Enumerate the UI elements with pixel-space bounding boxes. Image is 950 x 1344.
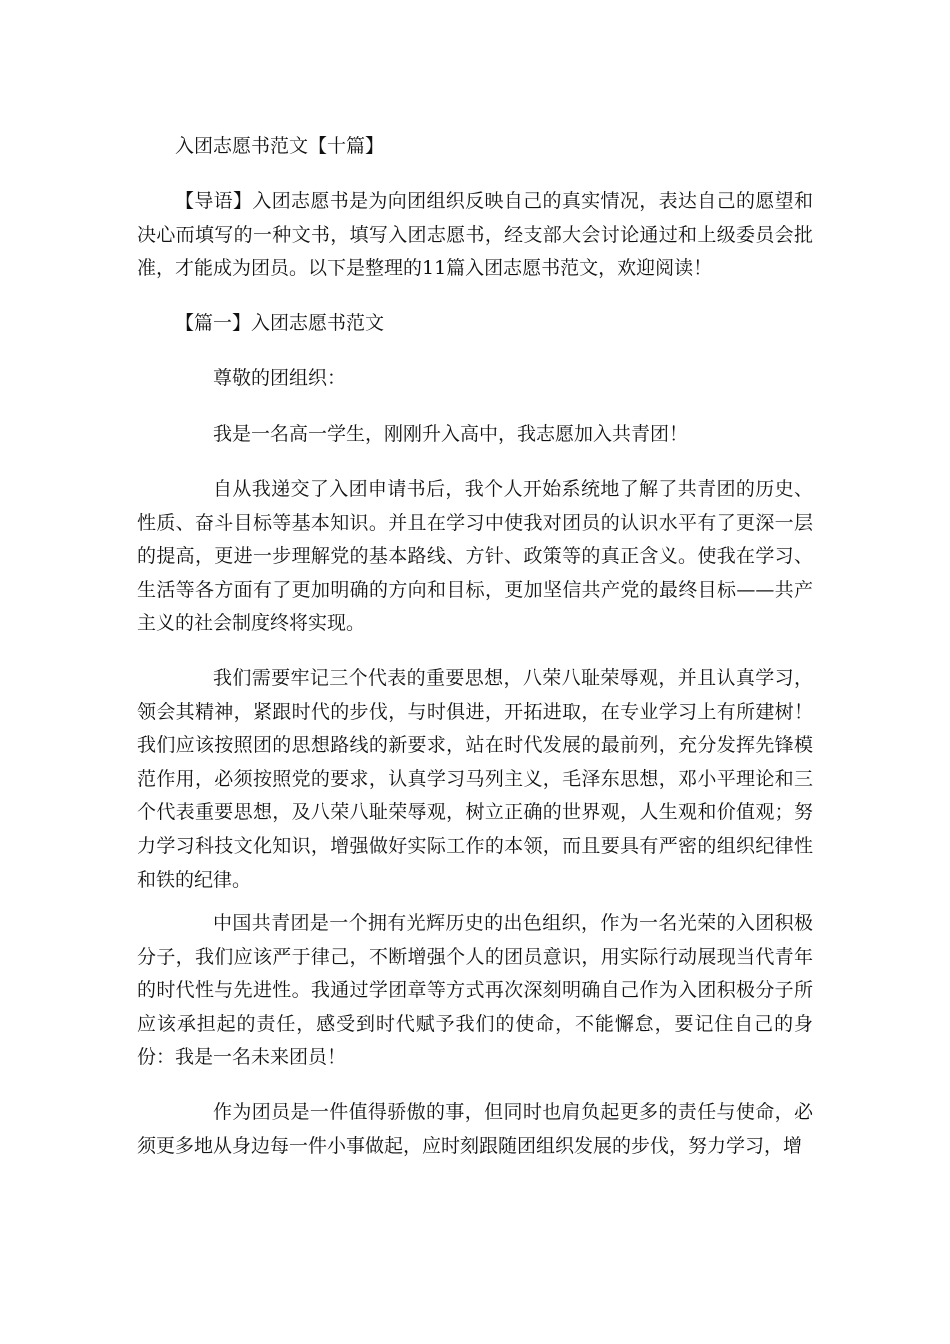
body-paragraph: 我是一名高一学生，刚刚升入高中，我志愿加入共青团！ [213, 423, 689, 445]
body-paragraph: 中国共青团是一个拥有光辉历史的出色组织，作为一名光荣的入团积极分子，我们应该严于律己，不断增强个人的团员意识，用实际行动展现当代青年的时代性与先进性。我通过学团章等方式再次深刻明确自己作为入团积极分子所应该承担起的责任，感受到时代赋予我们的使命，不能懈怠，要记住自己的身份：我是一名未来团员！ [137, 912, 813, 1069]
intro-paragraph: 【导语】入团志愿书是为向团组织反映自己的真实情况，表达自己的愿望和决心而填写的一种文书，填写入团志愿书，经支部大会讨论通过和上级委员会批准，才能成为团员。以下是整理的11篇入团志愿书范文，欢迎阅读！ [137, 190, 813, 280]
section-heading: 【篇一】入团志愿书范文 [175, 312, 385, 334]
body-paragraph: 自从我递交了入团申请书后，我个人开始系统地了解了共青团的历史、性质、奋斗目标等基本知识。并且在学习中使我对团员的认识水平有了更深一层的提高，更进一步理解党的基本路线、方针、政策等的真正含义。使我在学习、生活等各方面有了更加明确的方向和目标，更加坚信共产党的最终目标——共产主义的社会制度终将实现。 [137, 478, 813, 635]
document-title: 入团志愿书范文【十篇】 [175, 135, 385, 157]
body-paragraph: 作为团员是一件值得骄傲的事，但同时也肩负起更多的责任与使命，必须更多地从身边每一件小事做起，应时刻跟随团组织发展的步伐，努力学习，增 [137, 1101, 813, 1157]
body-paragraph: 我们需要牢记三个代表的重要思想，八荣八耻荣辱观，并且认真学习，领会其精神，紧跟时代的步伐，与时俱进，开拓进取，在专业学习上有所建树！我们应该按照团的思想路线的新要求，站在时代发展的最前列，充分发挥先锋模范作用，必须按照党的要求，认真学习马列主义，毛泽东思想，邓小平理论和三个代表重要思想，及八荣八耻荣辱观，树立正确的世界观，人生观和价值观；努力学习科技文化知识，增强做好实际工作的本领，而且要具有严密的组织纪律性和铁的纪律。 [137, 667, 813, 891]
salutation: 尊敬的团组织： [213, 367, 347, 389]
